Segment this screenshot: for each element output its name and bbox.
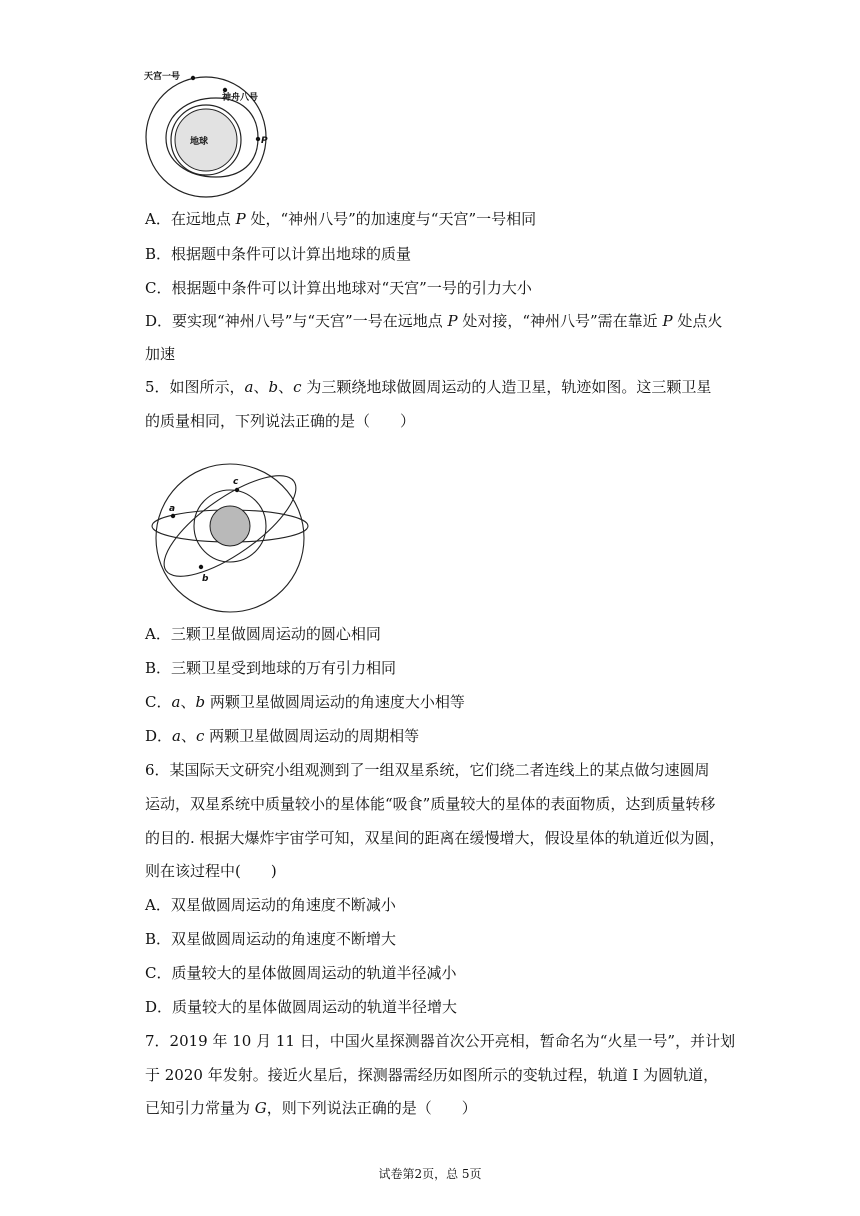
q6-option-a: A．双星做圆周运动的角速度不断减小	[145, 896, 396, 914]
q4-option-a: A．在远地点 P 处，“神州八号”的加速度与“天宫”一号相同	[145, 210, 537, 228]
q5-stem-line2: 的质量相同，下列说法正确的是（ ）	[145, 412, 416, 430]
earth-sphere	[210, 506, 250, 546]
q6-option-d: D．质量较大的星体做圆周运动的轨道半径增大	[145, 998, 458, 1016]
q4-option-d-continued: 加速	[145, 345, 176, 363]
satellite-a-dot	[171, 514, 175, 518]
q6-stem-line3: 的目的. 根据大爆炸宇宙学可知，双星间的距离在缓慢增大，假设星体的轨道近似为圆，	[145, 829, 725, 847]
q6-option-b: B．双星做圆周运动的角速度不断增大	[145, 930, 397, 948]
satellite-c-dot	[235, 488, 239, 492]
q4-option-b: B．根据题中条件可以计算出地球的质量	[145, 245, 412, 263]
q7-stem-line2: 于 2020 年发射。接近火星后，探测器需经历如图所示的变轨过程，轨道 I 为圆轨道，	[145, 1066, 719, 1084]
q6-stem-line2: 运动，双星系统中质量较小的星体能“吸食”质量较大的星体的表面物质，达到质量转移	[145, 795, 716, 813]
q5-option-d: D．a、c 两颗卫星做圆周运动的周期相等	[145, 727, 420, 745]
q6-stem-line4: 则在该过程中( )	[145, 862, 277, 880]
q4-option-d: D．要实现“神州八号”与“天宫”一号在远地点 P 处对接，“神州八号”需在靠近 P 处点火	[145, 312, 723, 330]
q7-stem-line1: 7．2019 年 10 月 11 日，中国火星探测器首次公开亮相，暂命名为“火星一号”，并计划	[145, 1032, 736, 1050]
page-footer: 试卷第2页，总 5页	[378, 1167, 482, 1181]
satellite-a-label: a	[169, 504, 176, 514]
tiangong-dot	[191, 76, 195, 80]
orbit-figure-tiangong	[140, 66, 280, 200]
satellite-b-label: b	[202, 574, 209, 584]
earth-label: 地球	[190, 137, 209, 147]
q6-option-c: C．质量较大的星体做圆周运动的轨道半径减小	[145, 964, 457, 982]
tiangong-label: 天宫一号	[144, 72, 181, 82]
point-p-label: P	[261, 136, 268, 146]
satellite-b-dot	[199, 565, 203, 569]
q4-option-c: C．根据题中条件可以计算出地球对“天宫”一号的引力大小	[145, 279, 532, 297]
q7-stem-line3: 已知引力常量为 G，则下列说法正确的是（ ）	[145, 1099, 477, 1117]
shenzhou-label: 神舟八号	[222, 93, 259, 103]
shenzhou-dot	[223, 88, 227, 92]
q5-option-a: A．三颗卫星做圆周运动的圆心相同	[145, 625, 381, 643]
q6-stem-line1: 6．某国际天文研究小组观测到了一组双星系统，它们绕二者连线上的某点做匀速圆周	[145, 761, 710, 779]
q5-stem-line1: 5．如图所示，a、b、c 为三颗绕地球做圆周运动的人造卫星，轨迹如图。这三颗卫星	[145, 378, 712, 396]
orbit-figure-satellites	[145, 460, 315, 614]
q5-option-c: C．a、b 两颗卫星做圆周运动的角速度大小相等	[145, 693, 465, 711]
point-p-dot	[256, 137, 260, 141]
satellite-c-label: c	[233, 477, 239, 487]
q5-option-b: B．三颗卫星受到地球的万有引力相同	[145, 659, 397, 677]
